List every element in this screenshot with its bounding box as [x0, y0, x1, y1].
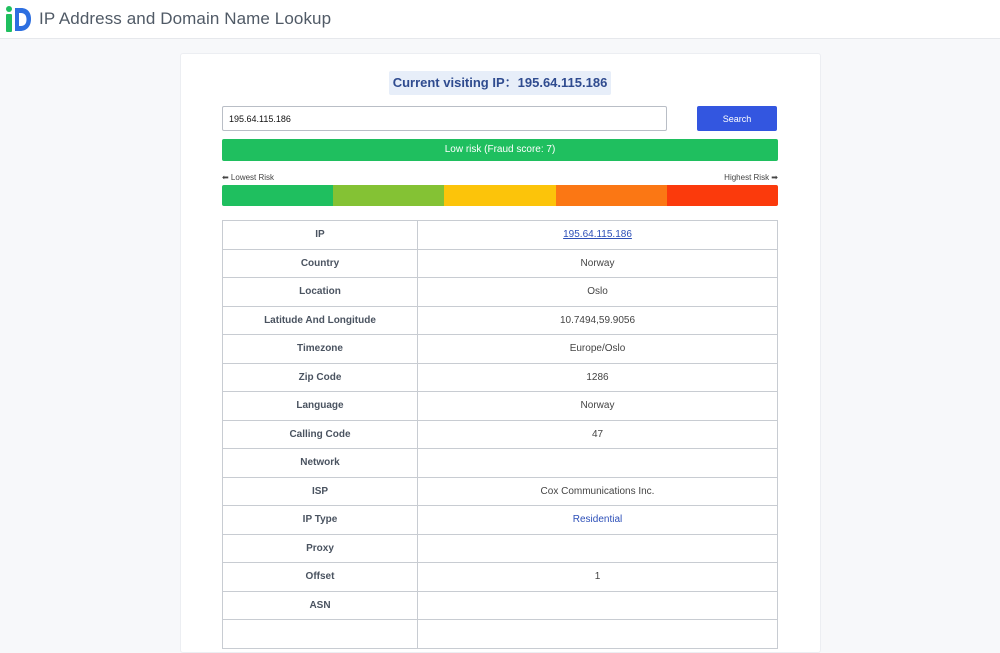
table-row: [223, 477, 778, 506]
table-row: [223, 449, 778, 478]
row-label: IP Type: [223, 506, 418, 535]
table-row: [223, 620, 778, 649]
row-value: Oslo: [418, 278, 778, 307]
row-value: Europe/Oslo: [418, 335, 778, 364]
row-label: Zip Code: [223, 363, 418, 392]
table-row: [223, 563, 778, 592]
row-value: [418, 591, 778, 620]
row-label: Latitude And Longitude: [223, 306, 418, 335]
row-value: [418, 534, 778, 563]
row-label: ASN: [223, 591, 418, 620]
row-value: 47: [418, 420, 778, 449]
table-row: [223, 221, 778, 250]
table-row: [223, 591, 778, 620]
table-row: [223, 306, 778, 335]
ip-link[interactable]: 195.64.115.186: [418, 221, 778, 250]
highest-risk-label: Highest Risk ➡: [724, 173, 778, 182]
row-label: Network: [223, 449, 418, 478]
table-row: [223, 249, 778, 278]
row-value: Norway: [418, 392, 778, 421]
row-value: 1286: [418, 363, 778, 392]
row-label: [223, 620, 418, 649]
risk-scale-segment: [444, 185, 555, 206]
row-value: [418, 620, 778, 649]
row-value: [418, 449, 778, 478]
row-label: Calling Code: [223, 420, 418, 449]
site-logo-icon[interactable]: [6, 6, 32, 32]
table-row: [223, 335, 778, 364]
risk-scale-segment: [222, 185, 333, 206]
risk-scale: [222, 185, 778, 206]
row-label: Proxy: [223, 534, 418, 563]
table-row: [223, 420, 778, 449]
row-value: 1: [418, 563, 778, 592]
table-row: [223, 363, 778, 392]
row-value: Residential: [418, 506, 778, 535]
lowest-risk-label: ⬅ Lowest Risk: [222, 173, 275, 182]
row-label: Timezone: [223, 335, 418, 364]
risk-result-bar: Low risk (Fraud score: 7): [222, 139, 778, 161]
row-value: Cox Communications Inc.: [418, 477, 778, 506]
top-bar: [0, 0, 1000, 39]
row-label: IP: [223, 221, 418, 250]
ip-search-input[interactable]: [222, 106, 667, 131]
risk-scale-segment: [333, 185, 444, 206]
table-row: [223, 506, 778, 535]
table-row: [223, 392, 778, 421]
table-row: [223, 534, 778, 563]
row-label: Language: [223, 392, 418, 421]
ip-details-table: [222, 220, 778, 649]
row-label: Location: [223, 278, 418, 307]
risk-scale-segment: [667, 185, 778, 206]
row-label: ISP: [223, 477, 418, 506]
current-ip-banner: Current visiting IP：195.64.115.186: [389, 71, 611, 95]
row-value: 10.7494,59.9056: [418, 306, 778, 335]
row-value: Norway: [418, 249, 778, 278]
page-title: IP Address and Domain Name Lookup: [39, 9, 332, 28]
search-button[interactable]: Search: [697, 106, 777, 131]
row-label: Offset: [223, 563, 418, 592]
risk-scale-segment: [556, 185, 667, 206]
table-row: [223, 278, 778, 307]
row-label: Country: [223, 249, 418, 278]
